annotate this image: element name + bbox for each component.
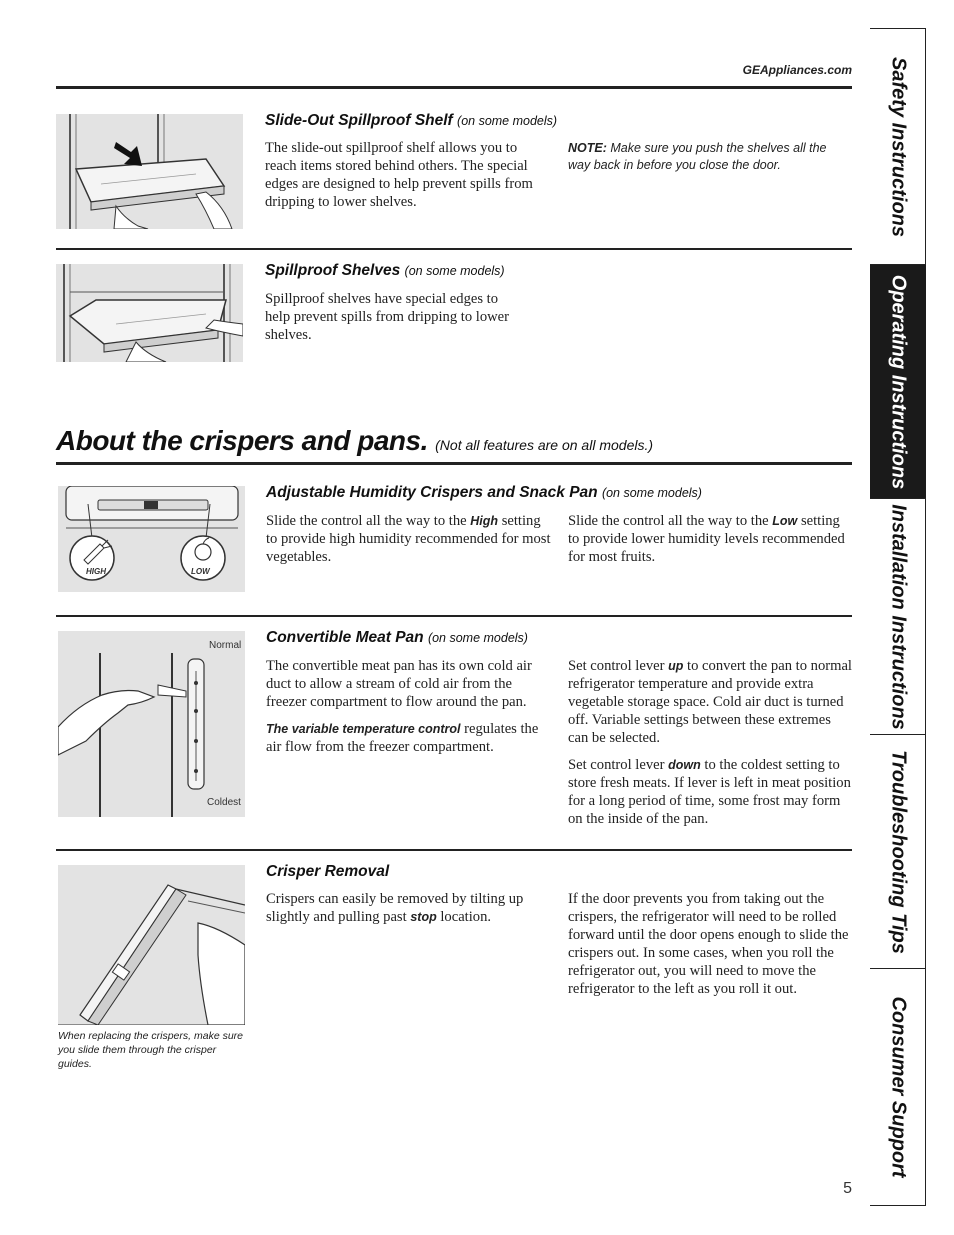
subtitle-text: (on some models) bbox=[427, 631, 528, 645]
spillproof-shelves-title bbox=[265, 262, 505, 280]
tab-operating-instructions[interactable] bbox=[870, 265, 926, 499]
text: Slide the control all the way to the bbox=[266, 513, 467, 529]
text: setting to provide high humidity recommended for most vegetables. bbox=[266, 513, 551, 565]
crisper-removal-title bbox=[266, 863, 389, 881]
emphasis-low: Low bbox=[772, 514, 798, 528]
emphasis-stop: stop bbox=[410, 910, 437, 924]
subtitle-text: (on some models) bbox=[404, 264, 505, 278]
heading-subtitle: (Not all features are on all models.) bbox=[435, 437, 654, 453]
emphasis: The variable temperature control bbox=[266, 722, 461, 736]
title-text: Slide-Out Spillproof Shelf bbox=[265, 112, 453, 129]
section-divider bbox=[56, 248, 852, 250]
section-divider bbox=[56, 615, 852, 617]
text: Set control lever bbox=[568, 757, 665, 773]
slide-out-shelf-note bbox=[568, 140, 848, 174]
coldest-label: Coldest bbox=[207, 797, 241, 808]
meat-pan-right-body bbox=[568, 657, 853, 837]
meat-pan-control-illustration bbox=[58, 631, 245, 817]
meat-pan-title bbox=[266, 629, 528, 647]
title-text: Crisper Removal bbox=[266, 863, 390, 880]
tab-label: Consumer Support bbox=[887, 996, 910, 1178]
text: setting to provide lower humidity levels recommended for most fruits. bbox=[568, 513, 845, 565]
text: Crispers can easily be removed by tilting up slightly and pulling past bbox=[266, 891, 524, 925]
crisper-removal-caption: When replacing the crispers, make sure you slide them through the crisper guides. bbox=[58, 1030, 243, 1070]
crisper-removal-right-body bbox=[568, 890, 853, 1007]
emphasis-down: down bbox=[668, 758, 701, 772]
emphasis-high: High bbox=[470, 514, 499, 528]
text: to the coldest setting to store fresh meats. If lever is left in meat position for a long period of time, some frost may form on the inside of the pan. bbox=[568, 757, 851, 827]
tab-label: Operating Instructions bbox=[887, 274, 910, 489]
body-text: The slide-out spillproof shelf allows you to reach items stored behind others. The special edges are designed to help prevent spills from dripping to lower shelves. bbox=[265, 140, 533, 210]
header-rule bbox=[56, 86, 852, 89]
tab-installation-instructions[interactable] bbox=[870, 499, 926, 735]
crisper-removal-left-body bbox=[266, 890, 551, 935]
tab-consumer-support[interactable] bbox=[870, 969, 926, 1205]
meat-pan-left-body bbox=[266, 657, 551, 765]
text: location. bbox=[440, 909, 492, 925]
heading-text: About the crispers and pans. bbox=[56, 425, 428, 456]
note-text: Make sure you push the shelves all the way back in before you close the door. bbox=[568, 141, 827, 172]
tab-label: Troubleshooting Tips bbox=[887, 749, 910, 954]
crispers-heading bbox=[56, 425, 653, 457]
slide-out-shelf-body bbox=[265, 139, 550, 220]
spillproof-shelves-body bbox=[265, 290, 520, 353]
text: to convert the pan to normal refrigerator temperature and provide extra vegetable storage space. Cold air duct is turned off. Variable settings between these extremes can be selected. bbox=[568, 658, 852, 746]
crispers-heading-rule bbox=[56, 462, 852, 465]
paragraph: If the door prevents you from taking out the crispers, the refrigerator will need to be rolled forward until the door opens enough to slide the crispers out. In some cases, when you roll the refrigerator out, you will need to move the refrigerator to the left as you roll it out. bbox=[568, 891, 849, 997]
tab-troubleshooting-tips[interactable] bbox=[870, 735, 926, 969]
normal-label: Normal bbox=[209, 640, 242, 651]
text: regulates the air flow from the freezer compartment. bbox=[266, 721, 539, 755]
body-text: Spillproof shelves have special edges to help prevent spills from dripping to lower shelves. bbox=[265, 291, 509, 343]
text: Slide the control all the way to the bbox=[568, 513, 769, 529]
humidity-left-body bbox=[266, 512, 551, 575]
tab-safety-instructions[interactable] bbox=[870, 29, 926, 265]
slide-out-shelf-title bbox=[265, 112, 557, 130]
section-tabs bbox=[870, 28, 926, 1206]
paragraph: The convertible meat pan has its own cold air duct to allow a stream of cold air from the freezer compartment to flow around the pan. bbox=[266, 658, 532, 710]
title-text: Spillproof Shelves bbox=[265, 262, 401, 279]
spillproof-shelves-illustration bbox=[56, 264, 243, 362]
slide-out-shelf-illustration bbox=[56, 114, 243, 229]
section-divider bbox=[56, 849, 852, 851]
text: Set control lever bbox=[568, 658, 665, 674]
page-number: 5 bbox=[843, 1180, 852, 1197]
title-text: Adjustable Humidity Crispers and Snack Pan bbox=[266, 484, 598, 501]
humidity-crispers-title bbox=[266, 484, 702, 502]
low-setting-label: LOW bbox=[191, 567, 210, 576]
site-url: GEAppliances.com bbox=[742, 63, 852, 77]
high-setting-label: HIGH bbox=[86, 567, 106, 576]
tab-label: Safety Instructions bbox=[887, 56, 910, 237]
subtitle-text: (on some models) bbox=[457, 114, 558, 128]
title-text: Convertible Meat Pan bbox=[266, 629, 424, 646]
subtitle-text: (on some models) bbox=[601, 486, 702, 500]
humidity-right-body bbox=[568, 512, 853, 575]
emphasis-up: up bbox=[668, 659, 684, 673]
note-label: NOTE: bbox=[568, 141, 607, 155]
tab-label: Installation Instructions bbox=[887, 503, 910, 730]
crisper-removal-illustration bbox=[58, 865, 245, 1025]
humidity-control-illustration bbox=[58, 486, 245, 592]
